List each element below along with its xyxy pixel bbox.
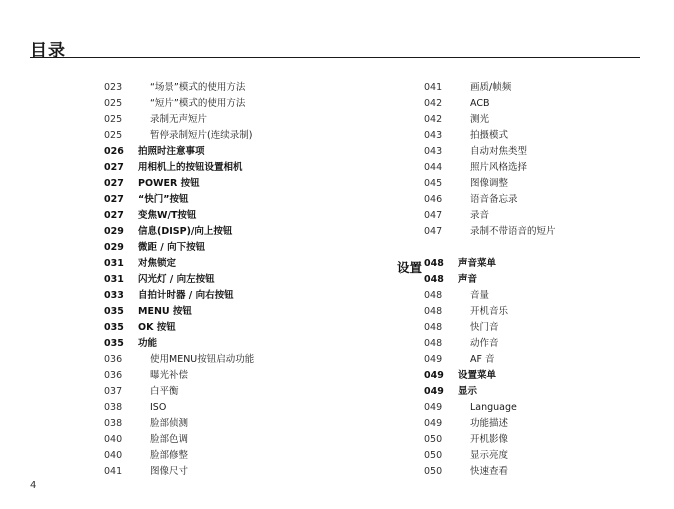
toc-entry[interactable] bbox=[100, 240, 350, 256]
toc-entry[interactable] bbox=[420, 320, 640, 336]
toc-entry-text: 变焦W/T按钮 bbox=[138, 210, 197, 221]
toc-page-number: 038 bbox=[104, 418, 123, 429]
toc-entry-text: 脸部侦测 bbox=[150, 418, 189, 429]
toc-entry-text: 白平衡 bbox=[150, 386, 179, 397]
toc-entry-text: 照片风格选择 bbox=[470, 162, 528, 173]
toc-entry[interactable] bbox=[100, 176, 350, 192]
toc-entry-text: 脸部修整 bbox=[150, 450, 189, 461]
toc-page-number: 041 bbox=[104, 466, 123, 477]
toc-entry[interactable] bbox=[100, 160, 350, 176]
toc-entry[interactable] bbox=[100, 416, 350, 432]
toc-entry-text: 脸部色调 bbox=[150, 434, 189, 445]
toc-page-number: 027 bbox=[104, 210, 124, 221]
toc-entry-text: 使用MENU按钮启动功能 bbox=[150, 354, 255, 365]
toc-entry[interactable] bbox=[420, 240, 640, 256]
toc-entry[interactable] bbox=[100, 208, 350, 224]
toc-entry[interactable] bbox=[420, 464, 640, 480]
toc-entry[interactable] bbox=[100, 288, 350, 304]
toc-page-number: 042 bbox=[424, 98, 443, 109]
toc-page-number: 050 bbox=[424, 466, 443, 477]
toc-page-number: 048 bbox=[424, 258, 444, 269]
toc-entry[interactable] bbox=[100, 384, 350, 400]
toc-page-number: 042 bbox=[424, 114, 443, 125]
toc-page-number: 046 bbox=[424, 194, 443, 205]
toc-page-number: 050 bbox=[424, 434, 443, 445]
toc-entry[interactable] bbox=[100, 224, 350, 240]
toc-page-number: 040 bbox=[104, 450, 123, 461]
toc-page-number: 041 bbox=[424, 82, 443, 93]
toc-page-number: 043 bbox=[424, 146, 443, 157]
toc-page-number: 023 bbox=[104, 82, 123, 93]
toc-page-number: 049 bbox=[424, 418, 443, 429]
toc-entry[interactable] bbox=[100, 112, 350, 128]
toc-entry[interactable] bbox=[420, 208, 640, 224]
toc-entry-text: 自拍计时器 / 向右按钮 bbox=[138, 290, 234, 301]
toc-page-number: 047 bbox=[424, 226, 443, 237]
toc-entry[interactable] bbox=[100, 144, 350, 160]
toc-page-number: 047 bbox=[424, 210, 443, 221]
toc-entry-text: 录制不带语音的短片 bbox=[470, 226, 556, 237]
toc-entry[interactable] bbox=[420, 272, 640, 288]
toc-page-number: 043 bbox=[424, 130, 443, 141]
toc-entry[interactable] bbox=[420, 336, 640, 352]
toc-left-column bbox=[100, 80, 350, 480]
toc-entry-text: 音量 bbox=[470, 290, 490, 301]
toc-page-number: 025 bbox=[104, 130, 123, 141]
toc-page-number: 036 bbox=[104, 354, 123, 365]
toc-page-number: 049 bbox=[424, 370, 444, 381]
toc-page-number: 035 bbox=[104, 306, 124, 317]
toc-entry[interactable] bbox=[420, 96, 640, 112]
toc-page-number: 050 bbox=[424, 450, 443, 461]
toc-entry[interactable] bbox=[420, 400, 640, 416]
toc-page-number: 036 bbox=[104, 370, 123, 381]
toc-entry-text: OK 按钮 bbox=[138, 322, 176, 333]
toc-entry[interactable] bbox=[420, 144, 640, 160]
toc-page-number: 045 bbox=[424, 178, 443, 189]
toc-entry-text: 快速查看 bbox=[470, 466, 509, 477]
toc-entry-text: 图像尺寸 bbox=[150, 466, 189, 477]
toc-page-number: 027 bbox=[104, 162, 124, 173]
toc-page-number: 049 bbox=[424, 386, 444, 397]
toc-page-number: 037 bbox=[104, 386, 123, 397]
toc-entry-text: 开机音乐 bbox=[470, 306, 509, 317]
toc-page-number: 038 bbox=[104, 402, 123, 413]
toc-right-column bbox=[420, 80, 640, 480]
toc-page-number: 048 bbox=[424, 322, 443, 333]
toc-page-number: 029 bbox=[104, 226, 124, 237]
toc-page-number: 031 bbox=[104, 274, 124, 285]
toc-entry-text: 功能描述 bbox=[470, 418, 509, 429]
toc-entry[interactable] bbox=[100, 464, 350, 480]
toc-page-number: 026 bbox=[104, 146, 124, 157]
title-rule bbox=[30, 57, 640, 58]
toc-page-number: 033 bbox=[104, 290, 124, 301]
toc-entry[interactable] bbox=[420, 128, 640, 144]
toc-entry-text: 设置菜单 bbox=[458, 370, 497, 381]
toc-entry-text: 语音备忘录 bbox=[470, 194, 518, 205]
toc-entry-text: 用相机上的按钮设置相机 bbox=[138, 162, 243, 173]
toc-page-number: 048 bbox=[424, 290, 443, 301]
toc-page-number: 048 bbox=[424, 274, 444, 285]
toc-entry-text: 对焦锁定 bbox=[138, 258, 177, 269]
toc-page-number: 044 bbox=[424, 162, 443, 173]
toc-entry[interactable] bbox=[100, 352, 350, 368]
toc-entry[interactable] bbox=[100, 256, 350, 272]
toc-entry[interactable] bbox=[100, 272, 350, 288]
toc-entry-text: 声音菜单 bbox=[458, 258, 497, 269]
toc-entry-text: 画质/帧频 bbox=[470, 82, 512, 93]
toc-entry[interactable] bbox=[100, 304, 350, 320]
toc-entry[interactable] bbox=[100, 128, 350, 144]
page-title: 目录 bbox=[30, 41, 66, 61]
toc-entry[interactable] bbox=[420, 352, 640, 368]
toc-entry-text: “场景”模式的使用方法 bbox=[150, 82, 246, 93]
toc-entry[interactable] bbox=[420, 160, 640, 176]
toc-entry[interactable] bbox=[100, 320, 350, 336]
toc-entry-text: Language bbox=[470, 402, 517, 413]
toc-entry-text: 开机影像 bbox=[470, 434, 509, 445]
toc-entry-text: 录制无声短片 bbox=[150, 114, 208, 125]
toc-entry[interactable] bbox=[420, 304, 640, 320]
toc-page-number: 029 bbox=[104, 242, 124, 253]
toc-entry-text: 暂停录制短片(连续录制) bbox=[150, 130, 253, 141]
toc-entry-text: 微距 / 向下按钮 bbox=[138, 242, 206, 253]
section-label: 设置 bbox=[397, 260, 423, 275]
toc-entry[interactable] bbox=[420, 112, 640, 128]
toc-entry-text: 信息(DISP)/向上按钮 bbox=[138, 226, 233, 237]
toc-entry[interactable] bbox=[420, 416, 640, 432]
toc-page-number: 048 bbox=[424, 338, 443, 349]
toc-entry[interactable] bbox=[420, 256, 640, 272]
toc-entry-text: 声音 bbox=[458, 274, 478, 285]
toc-entry-text: 自动对焦类型 bbox=[470, 146, 528, 157]
toc-entry[interactable] bbox=[420, 368, 640, 384]
toc-entry[interactable] bbox=[100, 400, 350, 416]
toc-entry[interactable] bbox=[100, 80, 350, 96]
toc-entry-text: ACB bbox=[470, 98, 490, 109]
toc-entry[interactable] bbox=[100, 448, 350, 464]
toc-entry[interactable] bbox=[100, 368, 350, 384]
toc-page-number: 035 bbox=[104, 338, 124, 349]
toc-page-number: 049 bbox=[424, 354, 443, 365]
toc-entry[interactable] bbox=[420, 448, 640, 464]
toc-entry[interactable] bbox=[420, 176, 640, 192]
toc-entry[interactable] bbox=[420, 288, 640, 304]
toc-entry[interactable] bbox=[420, 80, 640, 96]
toc-entry[interactable] bbox=[420, 384, 640, 400]
toc-entry-text: 曝光补偿 bbox=[150, 370, 189, 381]
toc-entry[interactable] bbox=[420, 224, 640, 240]
toc-entry-text: 快门音 bbox=[470, 322, 499, 333]
toc-entry[interactable] bbox=[100, 432, 350, 448]
toc-page-number: 031 bbox=[104, 258, 124, 269]
toc-page-number: 027 bbox=[104, 178, 124, 189]
toc-page-number: 040 bbox=[104, 434, 123, 445]
toc-entry[interactable] bbox=[100, 96, 350, 112]
toc-entry-text: 动作音 bbox=[470, 338, 499, 349]
toc-entry-text: AF 音 bbox=[470, 354, 495, 365]
toc-entry-text: MENU 按钮 bbox=[138, 306, 192, 317]
toc-entry[interactable] bbox=[100, 336, 350, 352]
toc-page-number: 025 bbox=[104, 98, 123, 109]
toc-entry[interactable] bbox=[420, 192, 640, 208]
page-number: 4 bbox=[30, 480, 37, 491]
toc-page-number: 049 bbox=[424, 402, 443, 413]
toc-page-number: 027 bbox=[104, 194, 124, 205]
toc-entry-text: 拍摄模式 bbox=[470, 130, 509, 141]
toc-entry-text: 显示亮度 bbox=[470, 450, 509, 461]
toc-entry-text: “快门”按钮 bbox=[138, 194, 189, 205]
toc-entry-text: 拍照时注意事项 bbox=[138, 146, 205, 157]
toc-entry-text: ISO bbox=[150, 402, 167, 413]
toc-page-number: 035 bbox=[104, 322, 124, 333]
toc-page-number: 048 bbox=[424, 306, 443, 317]
toc-entry-text: 录音 bbox=[470, 210, 490, 221]
toc-page-number: 025 bbox=[104, 114, 123, 125]
toc-entry[interactable] bbox=[100, 192, 350, 208]
toc-entry[interactable] bbox=[420, 432, 640, 448]
toc-entry-text: 显示 bbox=[458, 386, 478, 397]
toc-entry-text: 闪光灯 / 向左按钮 bbox=[138, 274, 215, 285]
toc-entry-text: 图像调整 bbox=[470, 178, 509, 189]
toc-entry-text: 测光 bbox=[470, 114, 490, 125]
toc-entry-text: POWER 按钮 bbox=[138, 178, 200, 189]
toc-entry-text: 功能 bbox=[138, 338, 158, 349]
toc-entry-text: “短片”模式的使用方法 bbox=[150, 98, 246, 109]
